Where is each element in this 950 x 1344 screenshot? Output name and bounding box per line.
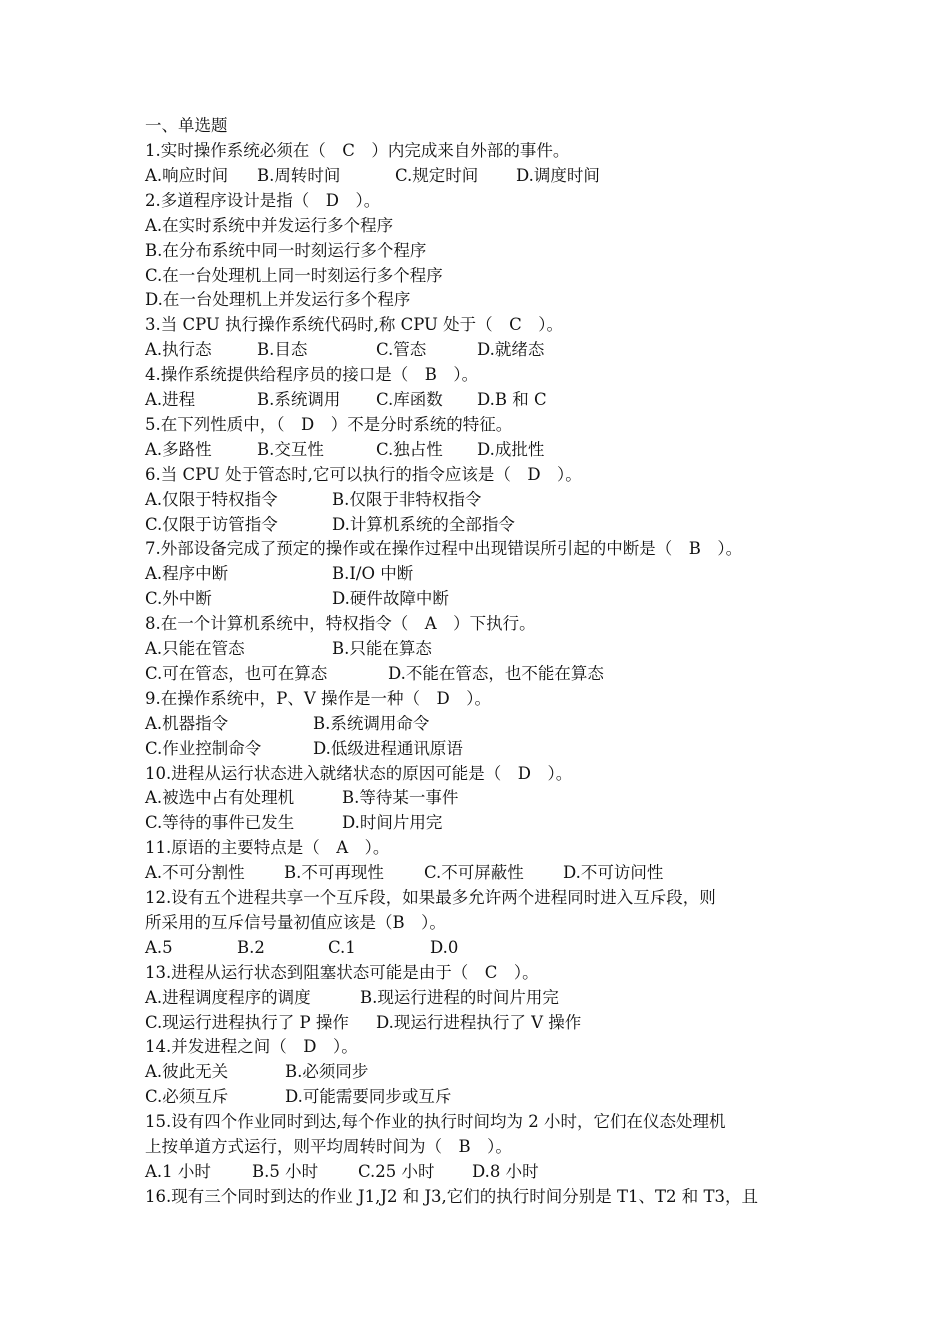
option-text: B.2 <box>237 937 265 957</box>
option-line <box>145 985 559 1010</box>
option-text: D.低级进程通讯原语 <box>313 738 463 758</box>
line-text: C.在一台处理机上同一时刻运行多个程序 <box>145 265 443 285</box>
text-line <box>145 1184 758 1209</box>
line-text: 5.在下列性质中，（ D ）不是分时系统的特征。 <box>145 414 513 434</box>
option-text: D.不能在管态，也不能在算态 <box>388 663 604 683</box>
option-text: A.彼此无关 <box>145 1062 229 1082</box>
option-text: B.等待某一事件 <box>342 788 459 808</box>
line-text: 6.当 CPU 处于管态时,它可以执行的指令应该是（ D ）。 <box>145 464 582 484</box>
option-text: D.8 小时 <box>472 1161 539 1181</box>
line-text: 14.并发进程之间（ D ）。 <box>145 1037 358 1057</box>
option-text: A.机器指令 <box>145 713 229 733</box>
option-line <box>145 512 515 537</box>
option-text: C.管态 <box>376 340 427 360</box>
text-line <box>145 362 478 387</box>
option-text: D.成批性 <box>477 439 545 459</box>
option-text: D.可能需要同步或互斥 <box>285 1087 452 1107</box>
line-text: 15.设有四个作业同时到达,每个作业的执行时间均为 2 小时，它们在仪态处理机 <box>145 1112 726 1132</box>
line-text: 3.当 CPU 执行操作系统代码时,称 CPU 处于（ C ）。 <box>145 315 564 335</box>
option-text: C.现运行进程执行了 P 操作 <box>145 1012 349 1032</box>
line-text: 2.多道程序设计是指（ D ）。 <box>145 190 381 210</box>
text-line <box>145 238 426 263</box>
text-line <box>145 188 380 213</box>
option-text: A.响应时间 <box>145 165 229 185</box>
line-text: 4.操作系统提供给程序员的接口是（ B ）。 <box>145 365 479 385</box>
text-line <box>145 686 491 711</box>
option-text: A.程序中断 <box>145 564 229 584</box>
text-line <box>145 835 389 860</box>
option-text: A.不可分割性 <box>145 863 245 883</box>
option-text: C.25 小时 <box>358 1161 435 1181</box>
option-text: A.5 <box>145 937 173 957</box>
option-text: D.不可访问性 <box>563 863 664 883</box>
option-text: A.1 小时 <box>145 1161 211 1181</box>
text-line <box>145 611 536 636</box>
option-line <box>145 586 449 611</box>
option-line <box>145 163 600 188</box>
option-line <box>145 1084 452 1109</box>
text-line <box>145 761 572 786</box>
text-line <box>145 1109 725 1134</box>
option-text: C.独占性 <box>376 439 443 459</box>
option-text: B.只能在算态 <box>332 639 432 658</box>
line-text: 9.在操作系统中，P、V 操作是一种（ D ）。 <box>145 688 491 708</box>
option-text: A.被选中占有处理机 <box>145 788 295 808</box>
option-line <box>145 1010 582 1035</box>
option-text: C.外中断 <box>145 589 212 609</box>
option-text: B.现运行进程的时间片用完 <box>360 987 559 1007</box>
option-line <box>145 561 414 586</box>
line-text: 7.外部设备完成了预定的操作或在操作过程中出现错误所引起的中断是（ B ）。 <box>145 539 743 559</box>
text-line <box>145 412 512 437</box>
line-text: 1.实时操作系统必须在（ C ）内完成来自外部的事件。 <box>145 141 570 160</box>
option-text: C.必须互斥 <box>145 1087 229 1107</box>
option-text: C.作业控制命令 <box>145 738 262 758</box>
option-text: B.交互性 <box>257 439 324 459</box>
line-text: 8.在一个计算机系统中，特权指令（ A ）下执行。 <box>145 614 536 634</box>
option-text: D.0 <box>430 937 459 957</box>
option-text: C.可在管态，也可在算态 <box>145 663 328 683</box>
line-text: 13.进程从运行状态到阻塞状态可能是由于（ C ）。 <box>145 962 539 982</box>
line-text: 所采用的互斥信号量初值应该是（B ）。 <box>145 912 446 932</box>
option-text: C.库函数 <box>376 390 443 409</box>
option-text: B.系统调用命令 <box>313 713 430 733</box>
option-text: B.I/O 中断 <box>332 564 414 584</box>
option-text: D.计算机系统的全部指令 <box>332 514 515 534</box>
text-line <box>145 263 443 288</box>
option-text: B.仅限于非特权指令 <box>332 489 482 509</box>
section-title: 一、单选题 <box>145 116 228 135</box>
line-text: 10.进程从运行状态进入就绪状态的原因可能是（ D ）。 <box>145 763 573 783</box>
text-line <box>145 960 539 985</box>
line-text: 上按单道方式运行，则平均周转时间为（ B ）。 <box>145 1137 512 1156</box>
option-line <box>145 810 443 835</box>
option-text: B.5 小时 <box>252 1161 319 1181</box>
option-line <box>145 1059 369 1084</box>
line-text: 11.原语的主要特点是（ A ）。 <box>145 838 390 858</box>
option-text: B.周转时间 <box>257 165 341 185</box>
option-text: D.B 和 C <box>477 390 547 409</box>
text-line <box>145 1134 512 1159</box>
option-text: C.仅限于访管指令 <box>145 514 278 534</box>
text-line <box>145 213 393 238</box>
text-line <box>145 910 446 935</box>
option-text: D.现运行进程执行了 V 操作 <box>376 1012 582 1032</box>
text-line <box>145 138 569 163</box>
text-line <box>145 536 742 561</box>
option-line <box>145 785 459 810</box>
option-text: B.系统调用 <box>257 390 341 409</box>
option-text: B.不可再现性 <box>284 863 384 883</box>
option-text: D.时间片用完 <box>342 813 443 833</box>
option-line <box>145 860 664 885</box>
text-line <box>145 1034 358 1059</box>
line-text: 12.设有五个进程共享一个互斥段，如果最多允许两个进程同时进入互斥段，则 <box>145 888 716 907</box>
line-text: B.在分布系统中同一时刻运行多个程序 <box>145 240 427 260</box>
option-text: C.不可屏蔽性 <box>424 863 524 883</box>
option-text: A.多路性 <box>145 439 212 459</box>
option-line <box>145 487 482 512</box>
option-text: B.必须同步 <box>285 1062 369 1082</box>
text-line <box>145 885 716 910</box>
option-text: C.规定时间 <box>395 165 479 185</box>
option-text: C.1 <box>328 937 356 957</box>
text-line <box>145 462 582 487</box>
option-text: D.就绪态 <box>477 340 545 360</box>
option-text: A.进程调度程序的调度 <box>145 987 311 1007</box>
option-line <box>145 711 430 736</box>
option-text: D.硬件故障中断 <box>332 589 449 609</box>
option-text: A.进程 <box>145 390 196 409</box>
line-text: A.在实时系统中并发运行多个程序 <box>145 215 394 235</box>
option-line <box>145 636 432 661</box>
option-line <box>145 661 604 686</box>
text-line <box>145 312 563 337</box>
option-line <box>145 935 459 960</box>
option-text: B.目态 <box>257 340 308 360</box>
line-text: 16.现有三个同时到达的作业 J1,J2 和 J3,它们的执行时间分别是 T1、T2 和 T3，且 <box>145 1186 759 1206</box>
option-text: A.仅限于特权指令 <box>145 489 278 509</box>
line-text: D.在一台处理机上并发运行多个程序 <box>145 290 411 310</box>
option-text: D.调度时间 <box>516 165 600 185</box>
option-text: A.执行态 <box>145 340 212 360</box>
option-line <box>145 337 545 362</box>
option-text: A.只能在管态 <box>145 639 245 658</box>
option-line <box>145 437 545 462</box>
option-line <box>145 736 463 761</box>
option-line <box>145 1159 539 1184</box>
option-text: C.等待的事件已发生 <box>145 813 295 833</box>
text-line <box>145 287 410 312</box>
option-line <box>145 387 547 412</box>
